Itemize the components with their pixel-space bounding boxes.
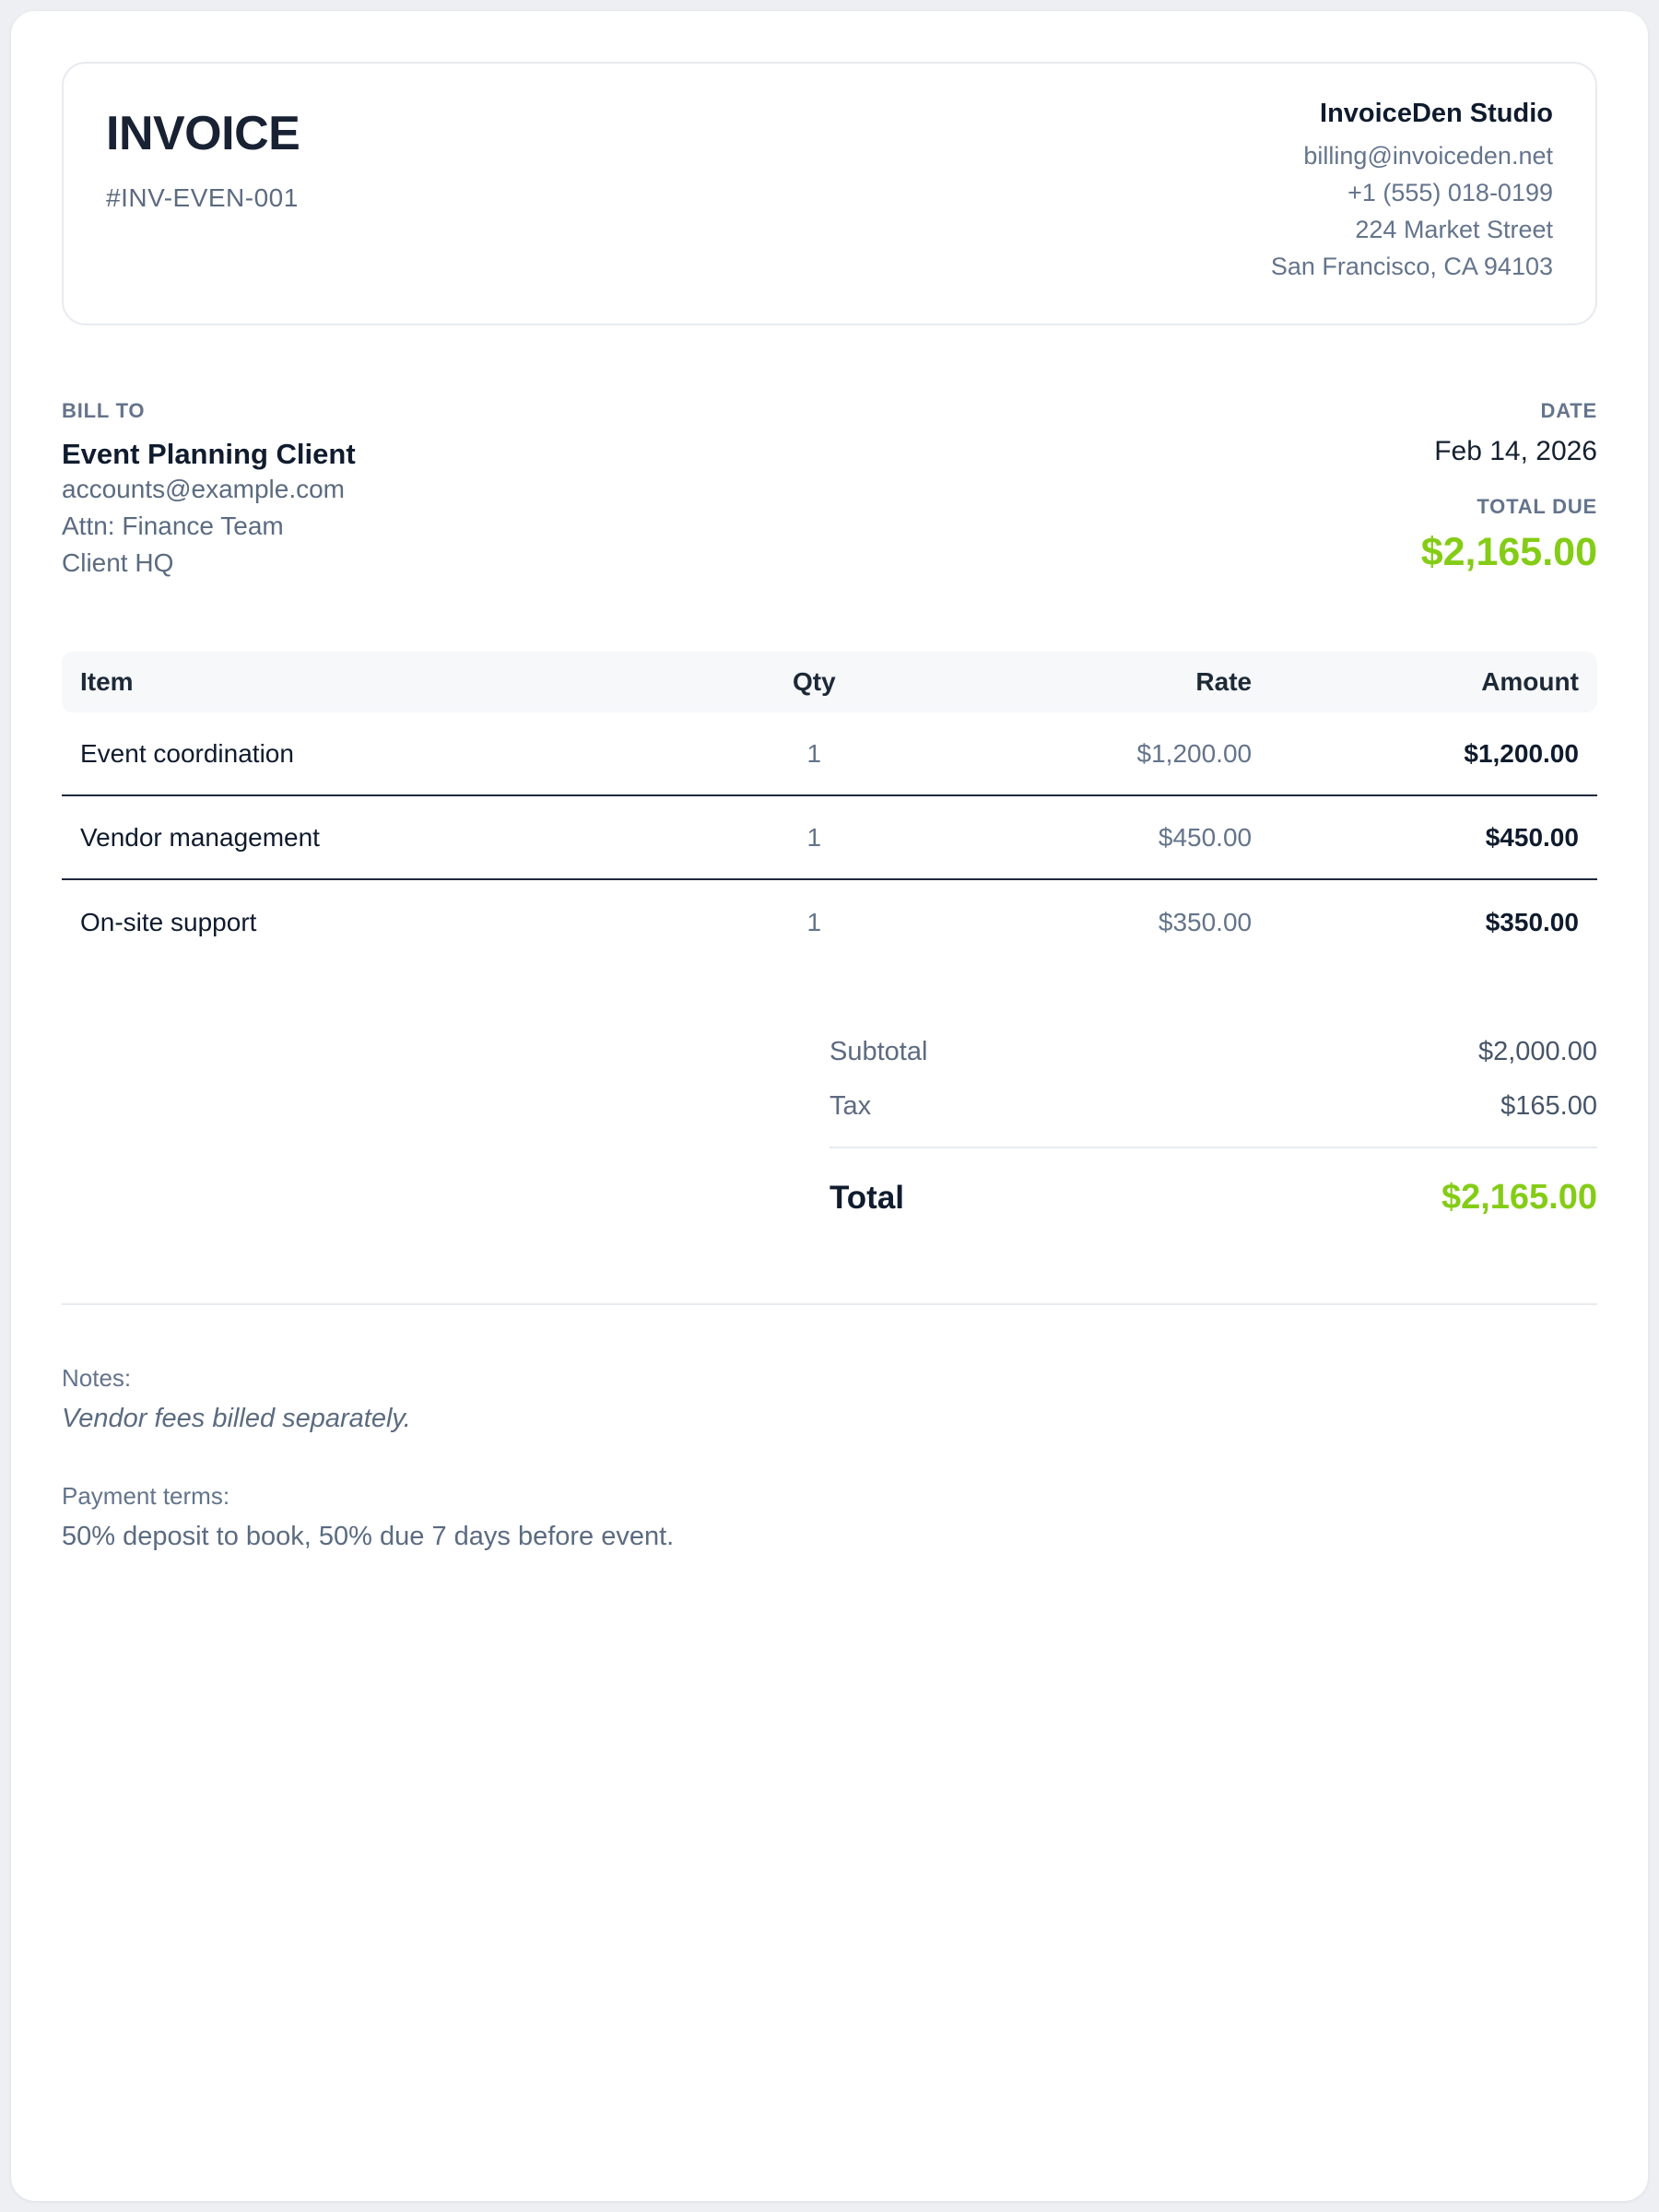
company-address-line2: San Francisco, CA 94103 [1270, 253, 1553, 280]
invoice-title-block [106, 99, 300, 213]
date-label: DATE [1540, 399, 1597, 422]
invoice-title: INVOICE [106, 107, 300, 160]
bill-to-email: accounts@example.com [62, 475, 346, 503]
subtotal-value: $2,000.00 [1477, 1037, 1597, 1066]
total-label: Total [830, 1180, 905, 1216]
col-header-item: Item [80, 667, 134, 696]
col-header-amount: Amount [1481, 667, 1579, 696]
item-qty: 1 [806, 907, 822, 936]
tax-row [830, 1079, 1597, 1134]
table-row [62, 712, 1597, 796]
totals-divider [830, 1147, 1597, 1148]
total-value: $2,165.00 [1441, 1178, 1597, 1217]
table-row [62, 796, 1597, 880]
col-header-rate: Rate [1195, 667, 1253, 696]
item-rate: $450.00 [1158, 822, 1253, 852]
company-phone: +1 (555) 018-0199 [1347, 179, 1553, 206]
item-name: On-site support [80, 907, 257, 936]
tax-label: Tax [830, 1091, 872, 1121]
bill-to-address: Client HQ [62, 548, 174, 577]
item-name: Vendor management [80, 822, 320, 852]
bill-to-block [62, 399, 356, 582]
tax-value: $165.00 [1500, 1091, 1597, 1121]
notes-block [62, 1364, 1597, 1552]
company-email: billing@invoiceden.net [1303, 142, 1553, 170]
company-name: InvoiceDen Studio [1320, 99, 1553, 128]
item-amount: $1,200.00 [1464, 738, 1579, 768]
subtotal-label: Subtotal [830, 1037, 928, 1066]
invoice-card [11, 11, 1648, 2201]
table-header-row [62, 652, 1597, 712]
company-address-line1: 224 Market Street [1355, 216, 1553, 243]
item-rate: $350.00 [1158, 907, 1253, 936]
item-name: Event coordination [80, 738, 294, 768]
bill-to-label: BILL TO [62, 399, 146, 422]
item-amount: $450.00 [1485, 822, 1579, 852]
item-qty: 1 [806, 822, 822, 852]
section-divider [62, 1303, 1597, 1305]
invoice-header [62, 62, 1597, 325]
totals-block [830, 1025, 1597, 1230]
col-header-qty: Qty [792, 667, 836, 696]
subtotal-row [830, 1025, 1597, 1079]
notes-text: Vendor fees billed separately. [62, 1404, 411, 1433]
item-qty: 1 [806, 738, 822, 768]
notes-label: Notes: [62, 1364, 132, 1392]
bill-to-name: Event Planning Client [62, 438, 356, 470]
company-info-block [1271, 99, 1553, 285]
grand-total-row [830, 1158, 1597, 1230]
total-due-label: TOTAL DUE [1477, 495, 1597, 518]
meta-row [62, 399, 1597, 582]
invoice-meta-block [1421, 399, 1597, 582]
payment-terms-text: 50% deposit to book, 50% due 7 days before event. [62, 1522, 675, 1551]
item-rate: $1,200.00 [1136, 738, 1253, 768]
date-value: Feb 14, 2026 [1434, 436, 1597, 466]
table-row [62, 880, 1597, 964]
invoice-number: #INV-EVEN-001 [106, 183, 299, 212]
bill-to-attn: Attn: Finance Team [62, 512, 284, 540]
line-items-table [62, 652, 1597, 964]
total-due-value: $2,165.00 [1420, 530, 1597, 574]
item-amount: $350.00 [1485, 907, 1579, 936]
payment-terms-label: Payment terms: [62, 1482, 230, 1510]
